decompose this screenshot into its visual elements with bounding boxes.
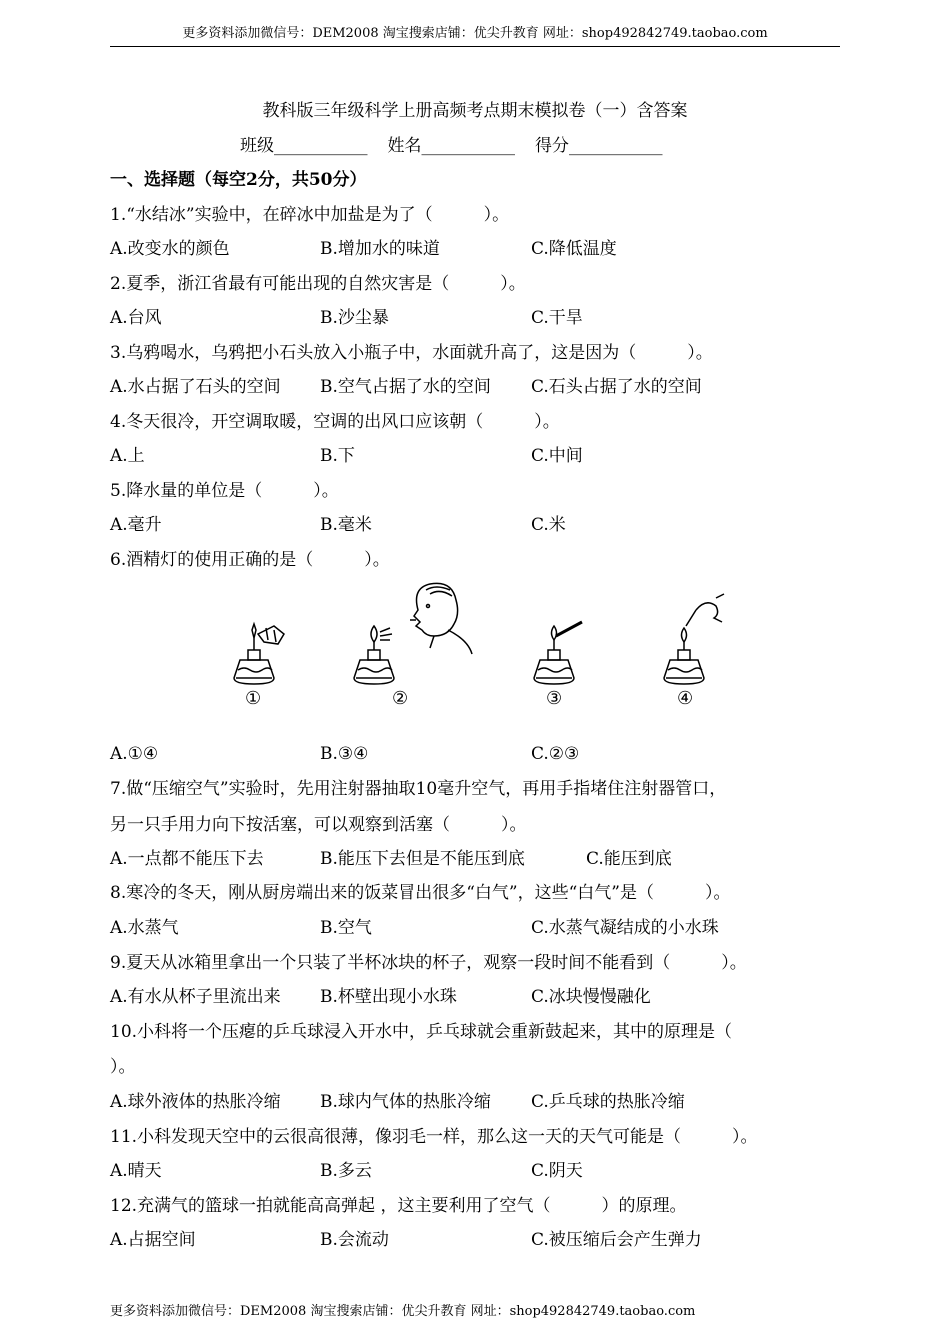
option-a: A.一点都不能压下去 bbox=[110, 849, 264, 869]
question-stem: 1.“水结冰”实验中，在碎冰中加盐是为了（ ）。 bbox=[110, 205, 510, 225]
alcohol-lamp-1 bbox=[234, 624, 284, 684]
figure-label-3: ③ bbox=[546, 688, 563, 709]
section-heading: 一、选择题（每空2分，共50分） bbox=[110, 170, 367, 190]
figure-label-2: ② bbox=[392, 688, 409, 709]
option-c: C.冰块慢慢融化 bbox=[531, 987, 651, 1007]
question-stem-continued: 另一只手用力向下按活塞，可以观察到活塞（ ）。 bbox=[110, 815, 527, 835]
option-a: A.毫升 bbox=[110, 515, 162, 535]
option-c: C.水蒸气凝结成的小水珠 bbox=[531, 918, 719, 938]
option-c: C.中间 bbox=[531, 446, 583, 466]
alcohol-lamp-2 bbox=[354, 626, 394, 684]
figure-label-1: ① bbox=[245, 688, 262, 709]
option-c: C.米 bbox=[531, 515, 566, 535]
alcohol-lamp-figure bbox=[200, 580, 760, 720]
person-blowing bbox=[410, 583, 472, 654]
question-stem: 2.夏季，浙江省最有可能出现的自然灾害是（ ）。 bbox=[110, 274, 526, 294]
question-stem: 9.夏天从冰箱里拿出一个只装了半杯冰块的杯子，观察一段时间不能看到（ ）。 bbox=[110, 953, 747, 973]
option-c: C.②③ bbox=[531, 744, 580, 764]
question-stem: 3.乌鸦喝水，乌鸦把小石头放入小瓶子中，水面就升高了，这是因为（ ）。 bbox=[110, 343, 713, 363]
option-a: A.球外液体的热胀冷缩 bbox=[110, 1092, 281, 1112]
class-field: 班级___________ bbox=[240, 136, 368, 156]
option-b: B.杯壁出现小水珠 bbox=[320, 987, 457, 1007]
option-a: A.占据空间 bbox=[110, 1230, 196, 1250]
alcohol-lamp-4 bbox=[664, 594, 724, 684]
option-b: B.空气占据了水的空间 bbox=[320, 377, 491, 397]
option-a: A.台风 bbox=[110, 308, 162, 328]
option-b: B.毫米 bbox=[320, 515, 372, 535]
question-stem: 4.冬天很冷，开空调取暖，空调的出风口应该朝（ ）。 bbox=[110, 412, 560, 432]
option-c: C.能压到底 bbox=[586, 849, 672, 869]
option-b: B.空气 bbox=[320, 918, 372, 938]
question-stem-continued: ）。 bbox=[110, 1057, 136, 1077]
exam-title: 教科版三年级科学上册高频考点期末模拟卷（一）含答案 bbox=[262, 101, 688, 121]
option-c: C.降低温度 bbox=[531, 239, 617, 259]
option-a: A.①④ bbox=[110, 744, 159, 764]
page-header: 更多资料添加微信号：DEM2008 淘宝搜索店铺：优尖升教育 网址：shop492842749.taobao.com bbox=[110, 22, 840, 47]
option-c: C.被压缩后会产生弹力 bbox=[531, 1230, 702, 1250]
question-stem: 6.酒精灯的使用正确的是（ ）。 bbox=[110, 550, 390, 570]
option-c: C.石头占据了水的空间 bbox=[531, 377, 702, 397]
option-a: A.改变水的颜色 bbox=[110, 239, 230, 259]
option-b: B.会流动 bbox=[320, 1230, 389, 1250]
question-stem: 5.降水量的单位是（ ）。 bbox=[110, 481, 339, 501]
student-info-row bbox=[240, 133, 663, 159]
option-a: A.晴天 bbox=[110, 1161, 162, 1181]
question-stem: 10.小科将一个压瘪的乒乓球浸入开水中，乒乓球就会重新鼓起来，其中的原理是（ bbox=[110, 1022, 733, 1042]
option-a: A.水蒸气 bbox=[110, 918, 179, 938]
option-b: B.能压下去但是不能压到底 bbox=[320, 849, 525, 869]
figure-label-4: ④ bbox=[677, 688, 694, 709]
question-stem: 12.充满气的篮球一拍就能高高弹起 ，这主要利用了空气（ ）的原理。 bbox=[110, 1196, 687, 1216]
option-c: C.干旱 bbox=[531, 308, 583, 328]
option-b: B.球内气体的热胀冷缩 bbox=[320, 1092, 491, 1112]
option-b: B.沙尘暴 bbox=[320, 308, 389, 328]
question-stem: 7.做“压缩空气”实验时，先用注射器抽取10毫升空气，再用手指堵住注射器管口， bbox=[110, 779, 727, 799]
alcohol-lamp-3 bbox=[534, 622, 582, 684]
option-b: B.下 bbox=[320, 446, 355, 466]
name-field: 姓名___________ bbox=[387, 136, 515, 156]
option-a: A.有水从杯子里流出来 bbox=[110, 987, 281, 1007]
option-b: B.③④ bbox=[320, 744, 369, 764]
option-c: C.阴天 bbox=[531, 1161, 583, 1181]
option-a: A.水占据了石头的空间 bbox=[110, 377, 281, 397]
option-b: B.多云 bbox=[320, 1161, 372, 1181]
option-a: A.上 bbox=[110, 446, 145, 466]
option-c: C.乒乓球的热胀冷缩 bbox=[531, 1092, 685, 1112]
page-footer: 更多资料添加微信号：DEM2008 淘宝搜索店铺：优尖升教育 网址：shop492842749.taobao.com bbox=[110, 1304, 696, 1319]
question-stem: 8.寒冷的冬天，刚从厨房端出来的饭菜冒出很多“白气”，这些“白气”是（ ）。 bbox=[110, 883, 731, 903]
question-stem: 11.小科发现天空中的云很高很薄，像羽毛一样，那么这一天的天气可能是（ ）。 bbox=[110, 1127, 758, 1147]
option-b: B.增加水的味道 bbox=[320, 239, 440, 259]
score-field: 得分___________ bbox=[535, 136, 663, 156]
